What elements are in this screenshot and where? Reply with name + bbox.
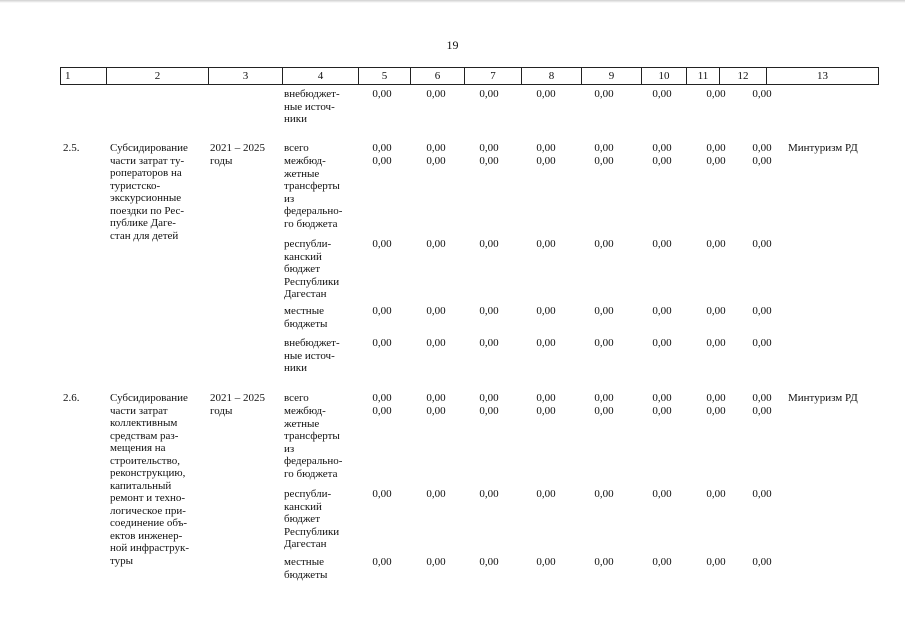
entry-2-6-row-4-value-col-5: 0,00 bbox=[372, 556, 392, 568]
entry-2-5-row-5-value-col-12: 0,00 bbox=[752, 337, 772, 349]
entry-2-6-row-1-value-col-9: 0,00 bbox=[594, 392, 614, 404]
entry-2-5-row-5-value-col-5: 0,00 bbox=[372, 337, 392, 349]
entry-2-6-row-2-value-col-9: 0,00 bbox=[594, 405, 614, 417]
continuation-value-col-10: 0,00 bbox=[652, 88, 672, 100]
entry-2-6-row-1-value-col-7: 0,00 bbox=[479, 392, 499, 404]
entry-2-6-row-3-value-col-5: 0,00 bbox=[372, 488, 392, 500]
entry-2-6-row-3-value-col-8: 0,00 bbox=[536, 488, 556, 500]
entry-2-6-row-2-value-col-5: 0,00 bbox=[372, 405, 392, 417]
header-col-8: 8 bbox=[522, 68, 582, 85]
entry-2-5-row-3-value-col-10: 0,00 bbox=[652, 238, 672, 250]
entry-2-6-row-3-value-col-10: 0,00 bbox=[652, 488, 672, 500]
entry-2-6-number: 2.6. bbox=[63, 392, 80, 404]
entry-2-6-row-3-value-col-12: 0,00 bbox=[752, 488, 772, 500]
continuation-value-col-9: 0,00 bbox=[594, 88, 614, 100]
entry-2-5-row-1-value-col-8: 0,00 bbox=[536, 142, 556, 154]
entry-2-6-row-1-source: всего bbox=[284, 392, 309, 404]
entry-2-6-row-1-value-col-5: 0,00 bbox=[372, 392, 392, 404]
entry-2-6-row-4-value-col-8: 0,00 bbox=[536, 556, 556, 568]
entry-2-6-row-4-value-col-6: 0,00 bbox=[426, 556, 446, 568]
entry-2-5-row-1-value-col-10: 0,00 bbox=[652, 142, 672, 154]
entry-2-5-row-2-value-col-6: 0,00 bbox=[426, 155, 446, 167]
entry-2-6-row-2-source: межбюд- жетные трансферты из федерально- го бюджета bbox=[284, 405, 343, 480]
entry-2-6-name: Субсидирование части затрат коллективным средствам раз- мещения на строительство, реконструкцию, капитальный ремонт и техно- логическое при- соединение объ- ектов инженер- ной инфраструк- туры bbox=[110, 392, 189, 567]
entry-2-6-row-1-value-col-8: 0,00 bbox=[536, 392, 556, 404]
entry-2-6-row-4-value-col-11: 0,00 bbox=[706, 556, 726, 568]
entry-2-5-row-3-value-col-6: 0,00 bbox=[426, 238, 446, 250]
entry-2-5-row-3-value-col-8: 0,00 bbox=[536, 238, 556, 250]
header-col-12: 12 bbox=[720, 68, 767, 85]
entry-2-5-row-1-source: всего bbox=[284, 142, 309, 154]
entry-2-5-name: Субсидирование части затрат ту- роператоров на туристско- экскурсионные поездки по Рес- публике Даге- стан для детей bbox=[110, 142, 188, 242]
entry-2-5-row-4-source: местные бюджеты bbox=[284, 305, 328, 330]
entry-2-5-row-5-value-col-10: 0,00 bbox=[652, 337, 672, 349]
entry-2-5-period: 2021 – 2025 годы bbox=[210, 142, 265, 167]
entry-2-5-row-5-value-col-8: 0,00 bbox=[536, 337, 556, 349]
entry-2-5-executor: Минтуризм РД bbox=[788, 142, 858, 154]
continuation-value-col-5: 0,00 bbox=[372, 88, 392, 100]
entry-2-6-row-3-value-col-7: 0,00 bbox=[479, 488, 499, 500]
entry-2-5-row-4-value-col-12: 0,00 bbox=[752, 305, 772, 317]
continuation-value-col-8: 0,00 bbox=[536, 88, 556, 100]
entry-2-5-row-4-value-col-10: 0,00 bbox=[652, 305, 672, 317]
entry-2-6-row-2-value-col-6: 0,00 bbox=[426, 405, 446, 417]
continuation-source: внебюджет- ные источ- ники bbox=[284, 88, 340, 125]
header-col-6: 6 bbox=[411, 68, 465, 85]
entry-2-5-row-5-value-col-9: 0,00 bbox=[594, 337, 614, 349]
entry-2-5-row-4-value-col-5: 0,00 bbox=[372, 305, 392, 317]
entry-2-6-row-2-value-col-7: 0,00 bbox=[479, 405, 499, 417]
entry-2-6-row-3-value-col-11: 0,00 bbox=[706, 488, 726, 500]
continuation-value-col-11: 0,00 bbox=[706, 88, 726, 100]
entry-2-5-row-1-value-col-9: 0,00 bbox=[594, 142, 614, 154]
entry-2-6-row-4-value-col-10: 0,00 bbox=[652, 556, 672, 568]
entry-2-6-row-4-value-col-12: 0,00 bbox=[752, 556, 772, 568]
entry-2-5-row-2-value-col-9: 0,00 bbox=[594, 155, 614, 167]
entry-2-6-row-2-value-col-11: 0,00 bbox=[706, 405, 726, 417]
entry-2-6-row-1-value-col-11: 0,00 bbox=[706, 392, 726, 404]
entry-2-6-row-2-value-col-10: 0,00 bbox=[652, 405, 672, 417]
column-number-header bbox=[60, 67, 879, 85]
entry-2-5-row-3-value-col-7: 0,00 bbox=[479, 238, 499, 250]
entry-2-5-row-5-source: внебюджет- ные источ- ники bbox=[284, 337, 340, 374]
entry-2-5-row-4-value-col-6: 0,00 bbox=[426, 305, 446, 317]
header-col-1: 1 bbox=[61, 68, 107, 85]
entry-2-5-row-4-value-col-8: 0,00 bbox=[536, 305, 556, 317]
header-col-5: 5 bbox=[359, 68, 411, 85]
entry-2-5-row-2-value-col-11: 0,00 bbox=[706, 155, 726, 167]
continuation-value-col-7: 0,00 bbox=[479, 88, 499, 100]
entry-2-5-row-2-source: межбюд- жетные трансферты из федерально- го бюджета bbox=[284, 155, 343, 230]
entry-2-5-row-3-value-col-11: 0,00 bbox=[706, 238, 726, 250]
entry-2-5-row-5-value-col-11: 0,00 bbox=[706, 337, 726, 349]
entry-2-5-row-1-value-col-5: 0,00 bbox=[372, 142, 392, 154]
entry-2-5-row-3-source: республи- канский бюджет Республики Дагестан bbox=[284, 238, 340, 300]
header-col-3: 3 bbox=[209, 68, 283, 85]
continuation-value-col-6: 0,00 bbox=[426, 88, 446, 100]
header-col-11: 11 bbox=[687, 68, 720, 85]
entry-2-6-row-3-value-col-9: 0,00 bbox=[594, 488, 614, 500]
entry-2-5-row-4-value-col-11: 0,00 bbox=[706, 305, 726, 317]
entry-2-5-row-4-value-col-7: 0,00 bbox=[479, 305, 499, 317]
entry-2-6-row-2-value-col-12: 0,00 bbox=[752, 405, 772, 417]
entry-2-6-row-1-value-col-12: 0,00 bbox=[752, 392, 772, 404]
entry-2-5-row-5-value-col-7: 0,00 bbox=[479, 337, 499, 349]
entry-2-6-row-4-source: местные бюджеты bbox=[284, 556, 328, 581]
entry-2-5-row-3-value-col-9: 0,00 bbox=[594, 238, 614, 250]
entry-2-5-row-2-value-col-10: 0,00 bbox=[652, 155, 672, 167]
entry-2-5-row-1-value-col-11: 0,00 bbox=[706, 142, 726, 154]
entry-2-6-row-1-value-col-10: 0,00 bbox=[652, 392, 672, 404]
header-col-13: 13 bbox=[767, 68, 879, 85]
entry-2-5-row-1-value-col-12: 0,00 bbox=[752, 142, 772, 154]
entry-2-6-row-3-value-col-6: 0,00 bbox=[426, 488, 446, 500]
header-col-4: 4 bbox=[283, 68, 359, 85]
header-col-7: 7 bbox=[465, 68, 522, 85]
entry-2-5-row-3-value-col-12: 0,00 bbox=[752, 238, 772, 250]
scan-top-edge bbox=[0, 0, 905, 3]
entry-2-6-executor: Минтуризм РД bbox=[788, 392, 858, 404]
entry-2-5-number: 2.5. bbox=[63, 142, 80, 154]
entry-2-5-row-2-value-col-8: 0,00 bbox=[536, 155, 556, 167]
page-number: 19 bbox=[446, 38, 459, 52]
entry-2-6-period: 2021 – 2025 годы bbox=[210, 392, 265, 417]
entry-2-6-row-1-value-col-6: 0,00 bbox=[426, 392, 446, 404]
entry-2-6-row-2-value-col-8: 0,00 bbox=[536, 405, 556, 417]
entry-2-5-row-2-value-col-5: 0,00 bbox=[372, 155, 392, 167]
entry-2-6-row-3-source: республи- канский бюджет Республики Дагестан bbox=[284, 488, 340, 550]
entry-2-5-row-1-value-col-7: 0,00 bbox=[479, 142, 499, 154]
entry-2-5-row-2-value-col-7: 0,00 bbox=[479, 155, 499, 167]
header-col-2: 2 bbox=[107, 68, 209, 85]
entry-2-6-row-4-value-col-7: 0,00 bbox=[479, 556, 499, 568]
entry-2-5-row-4-value-col-9: 0,00 bbox=[594, 305, 614, 317]
entry-2-5-row-3-value-col-5: 0,00 bbox=[372, 238, 392, 250]
entry-2-6-row-4-value-col-9: 0,00 bbox=[594, 556, 614, 568]
header-col-9: 9 bbox=[582, 68, 642, 85]
entry-2-5-row-5-value-col-6: 0,00 bbox=[426, 337, 446, 349]
entry-2-5-row-1-value-col-6: 0,00 bbox=[426, 142, 446, 154]
header-col-10: 10 bbox=[642, 68, 687, 85]
continuation-value-col-12: 0,00 bbox=[752, 88, 772, 100]
entry-2-5-row-2-value-col-12: 0,00 bbox=[752, 155, 772, 167]
